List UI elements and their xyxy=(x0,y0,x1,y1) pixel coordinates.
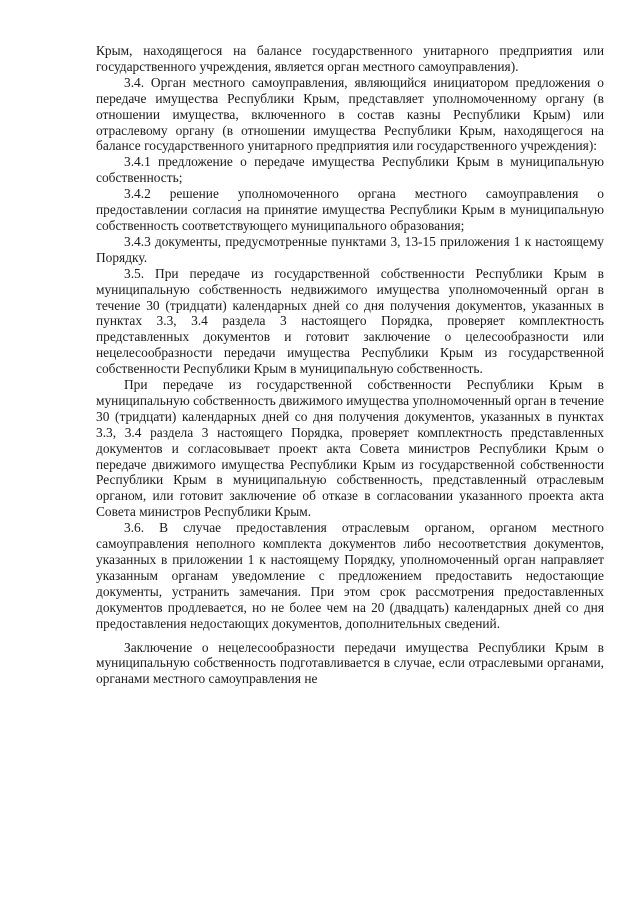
paragraph-3-5-movable: При передаче из государственной собственности Республики Крым в муниципальную собственность движимого имущества уполномоченный орган в течение 30 (тридцати) календарных дней со дня получения документов, указанных в пунктах 3.3, 3.4 раздела 3 настоящего Порядка, проверяет комплектность представленных документов и согласовывает проект акта Совета министров Республики Крым о передаче движимого имущества Республики Крым из государственной собственности Республики Крым в муниципальную собственность, представленный отраслевым органом, или готовит заключение об отказе в согласовании указанного проекта акта Совета министров Республики Крым. xyxy=(96,377,604,520)
paragraph-conclusion: Заключение о нецелесообразности передачи имущества Республики Крым в муниципальную собственность подготавливается в случае, если отраслевыми органами, органами местного самоуправления не xyxy=(96,639,604,687)
paragraph-3-6: 3.6. В случае предоставления отраслевым органом, органом местного самоуправления неполного комплекта документов либо несоответствия документов, указанных в приложении 1 к настоящему Порядку, уполномоченный орган направляет указанным органам уведомление с предложением предоставить недостающие документы, устранить замечания. При этом срок рассмотрения предоставленных документов продлевается, но не более чем на 20 (двадцать) календарных дней со дня предоставления недостающих документов, дополнительных сведений. xyxy=(96,520,604,631)
paragraph-3-4-2: 3.4.2 решение уполномоченного органа местного самоуправления о предоставлении согласия на принятие имущества Республики Крым в муниципальную собственность соответствующего муниципального образования; xyxy=(96,186,604,233)
paragraph-continuation: Крым, находящегося на балансе государственного унитарного предприятия или государственного учреждения, является орган местного самоуправления). xyxy=(96,43,604,74)
paragraph-3-4: 3.4. Орган местного самоуправления, являющийся инициатором предложения о передаче имущества Республики Крым, представляет уполномоченному органу (в отношении имущества, включенного в состав казны Республики Крым) или отраслевому органу (в отношении имущества Республики Крым, находящегося на балансе государственного унитарного предприятия или государственного учреждения): xyxy=(96,74,604,154)
paragraph-3-5: 3.5. При передаче из государственной собственности Республики Крым в муниципальную собственность недвижимого имущества уполномоченный орган в течение 30 (тридцати) календарных дней со дня получения документов, указанных в пунктах 3.3, 3.4 раздела 3 настоящего Порядка, проверяет комплектность представленных документов и готовит заключение о целесообразности или нецелесообразности передачи имущества Республики Крым из государственной собственности Республики Крым в муниципальную собственность. xyxy=(96,265,604,377)
document-body xyxy=(96,43,604,687)
paragraph-3-4-1: 3.4.1 предложение о передаче имущества Республики Крым в муниципальную собственность; xyxy=(96,154,604,186)
paragraph-3-4-3: 3.4.3 документы, предусмотренные пунктами 3, 13-15 приложения 1 к настоящему Порядку. xyxy=(96,233,604,265)
